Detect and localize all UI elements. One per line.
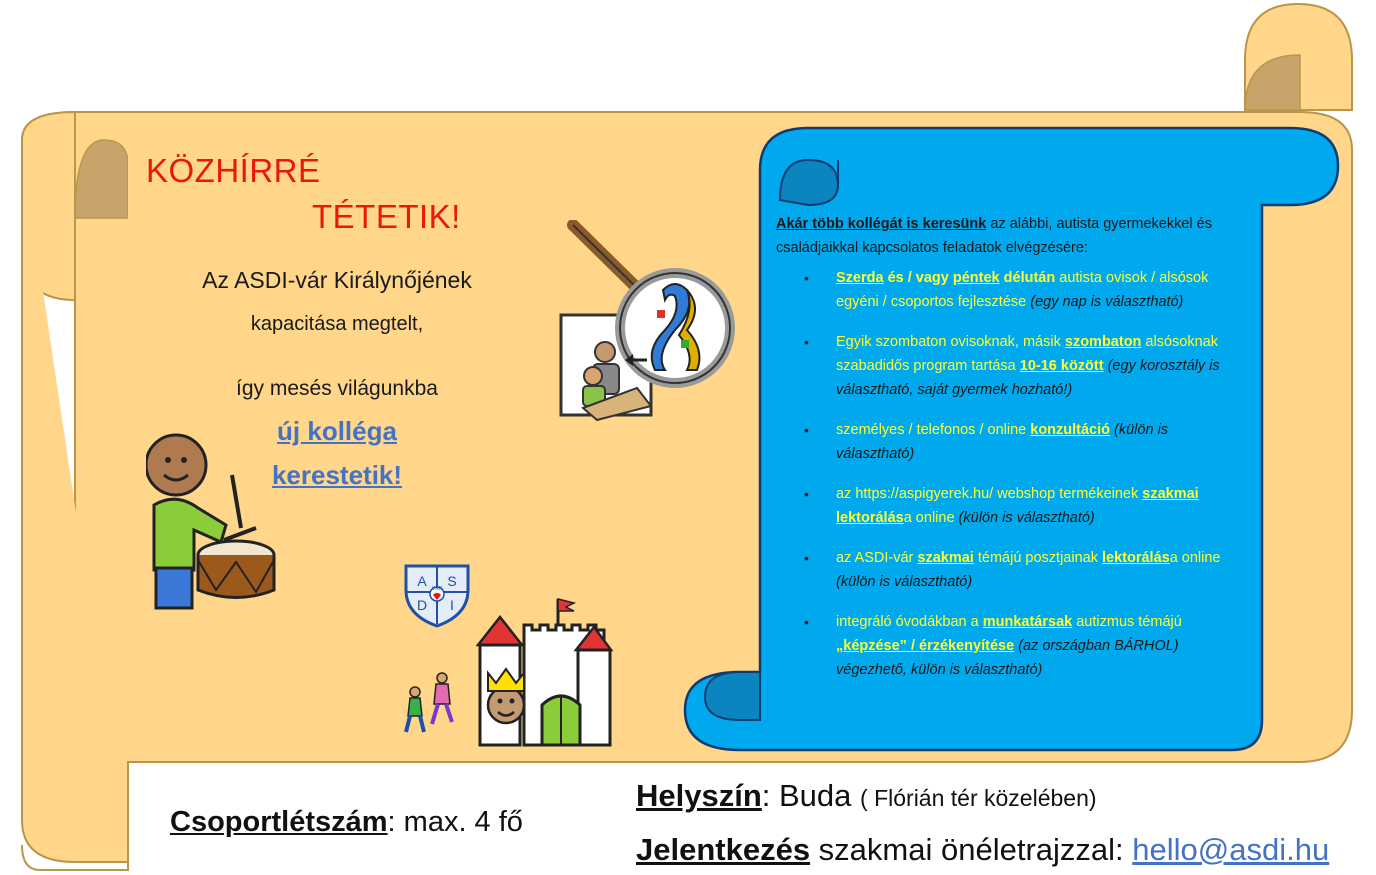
job-item-text: (külön is választható) [958,510,1095,526]
job-item-text: munkatársak [982,614,1073,630]
location-note: ( Flórián tér közelében) [860,785,1097,811]
drummer-illustration [146,430,276,610]
panel-intro-rest: az alábbi, autista gyermekekkel és családjaikkal kapcsolatos feladatok elvégzésére: [776,216,1212,256]
job-item-text: szakmai lektorálás [836,486,1199,526]
group-size-value: : max. 4 fő [387,806,523,838]
castle-queen-illustration [476,595,621,750]
application-label: Jelentkezés [636,832,811,867]
bullet-icon: • [804,270,809,286]
email-link[interactable]: hello@asdi.hu [1132,832,1330,867]
job-item-text: a online [1169,550,1221,566]
job-item-text: (az országban BÁRHOL) végezhető, külön is választható) [836,638,1179,678]
job-item-text: (külön is választható) [836,422,1169,462]
job-item-text: autizmus témájú [1072,614,1182,630]
shield-letter-a: A [417,573,427,589]
bullet-icon: • [804,422,809,438]
bullet-icon: • [804,550,809,566]
job-item-text: alsósoknak szabadidős program tartása [836,334,1218,374]
walking-children-illustration [400,668,460,736]
job-item-text: a online [903,510,959,526]
location [636,778,1097,814]
title-line-2: TÉTETIK! [312,198,461,235]
location-value: : Buda [761,778,861,813]
bullet-icon: • [804,614,809,630]
shield-letter-i: I [450,597,454,613]
job-item-text: témájú posztjainak [973,550,1102,566]
application [636,832,1329,868]
wanted-link[interactable]: kerestetik! [271,460,403,490]
intro-line-3: így mesés világunkba [236,377,438,400]
job-item-text: integráló óvodákban a [836,614,983,630]
job-item [776,330,1246,402]
job-item-text: és / vagy [883,270,953,286]
panel-intro-bold: Akár több kollégát is keresünk [776,216,987,232]
group-size [170,806,523,839]
bullet-icon: • [804,334,809,350]
job-item-text: szakmai [917,550,974,566]
job-item-text: „képzése” / érzékenyítése [836,638,1015,654]
job-item [776,266,1246,314]
job-item-text: 10-16 között [1019,358,1104,374]
job-item [776,418,1246,466]
job-item [776,610,1246,682]
job-item-text: szombaton [1064,334,1142,350]
job-description-panel [776,212,1246,698]
bullet-icon: • [804,486,809,502]
job-item-text: péntek [952,270,1000,286]
job-item [776,546,1246,594]
job-item-text: autista ovisok / alsósok egyéni / csoportos fejlesztése [836,270,1209,310]
job-item-text: (külön is választható) [836,574,973,590]
group-size-label: Csoportlétszám [170,806,388,838]
job-item-text: Egyik szombaton ovisoknak, másik [836,334,1065,350]
shield-letter-s: S [447,573,457,589]
job-item-text: (egy nap is választható) [1030,294,1184,310]
job-item-text: az https://aspigyerek.hu/ webshop termékeinek [836,486,1143,502]
job-item-text: (egy korosztály is választható, saját gyermek hozható!) [836,358,1220,398]
magnifier-illustration [555,220,735,425]
panel-intro [776,212,1246,260]
job-item-text: Szerda [836,270,884,286]
application-value: szakmai önéletrajzzal: [810,832,1133,867]
title-line-1: KÖZHÍRRÉ [146,152,321,189]
job-item-text: délután [999,270,1056,286]
job-list [776,266,1246,682]
job-item-text: lektorálás [1101,550,1170,566]
shield-letter-d: D [416,597,428,613]
intro-line-1: Az ASDI-vár Királynőjének [202,267,472,293]
job-item-text: személyes / telefonos / online [836,422,1031,438]
shield-sub: VÁR [431,586,443,592]
job-item [776,482,1246,530]
job-item-text: konzultáció [1030,422,1111,438]
job-item-text: az ASDI-vár [836,550,918,566]
asdi-shield-logo [402,560,472,628]
new-colleague-link[interactable]: új kolléga [277,416,397,446]
intro-line-2: kapacitása megtelt, [250,313,424,335]
location-label: Helyszín [636,778,762,813]
